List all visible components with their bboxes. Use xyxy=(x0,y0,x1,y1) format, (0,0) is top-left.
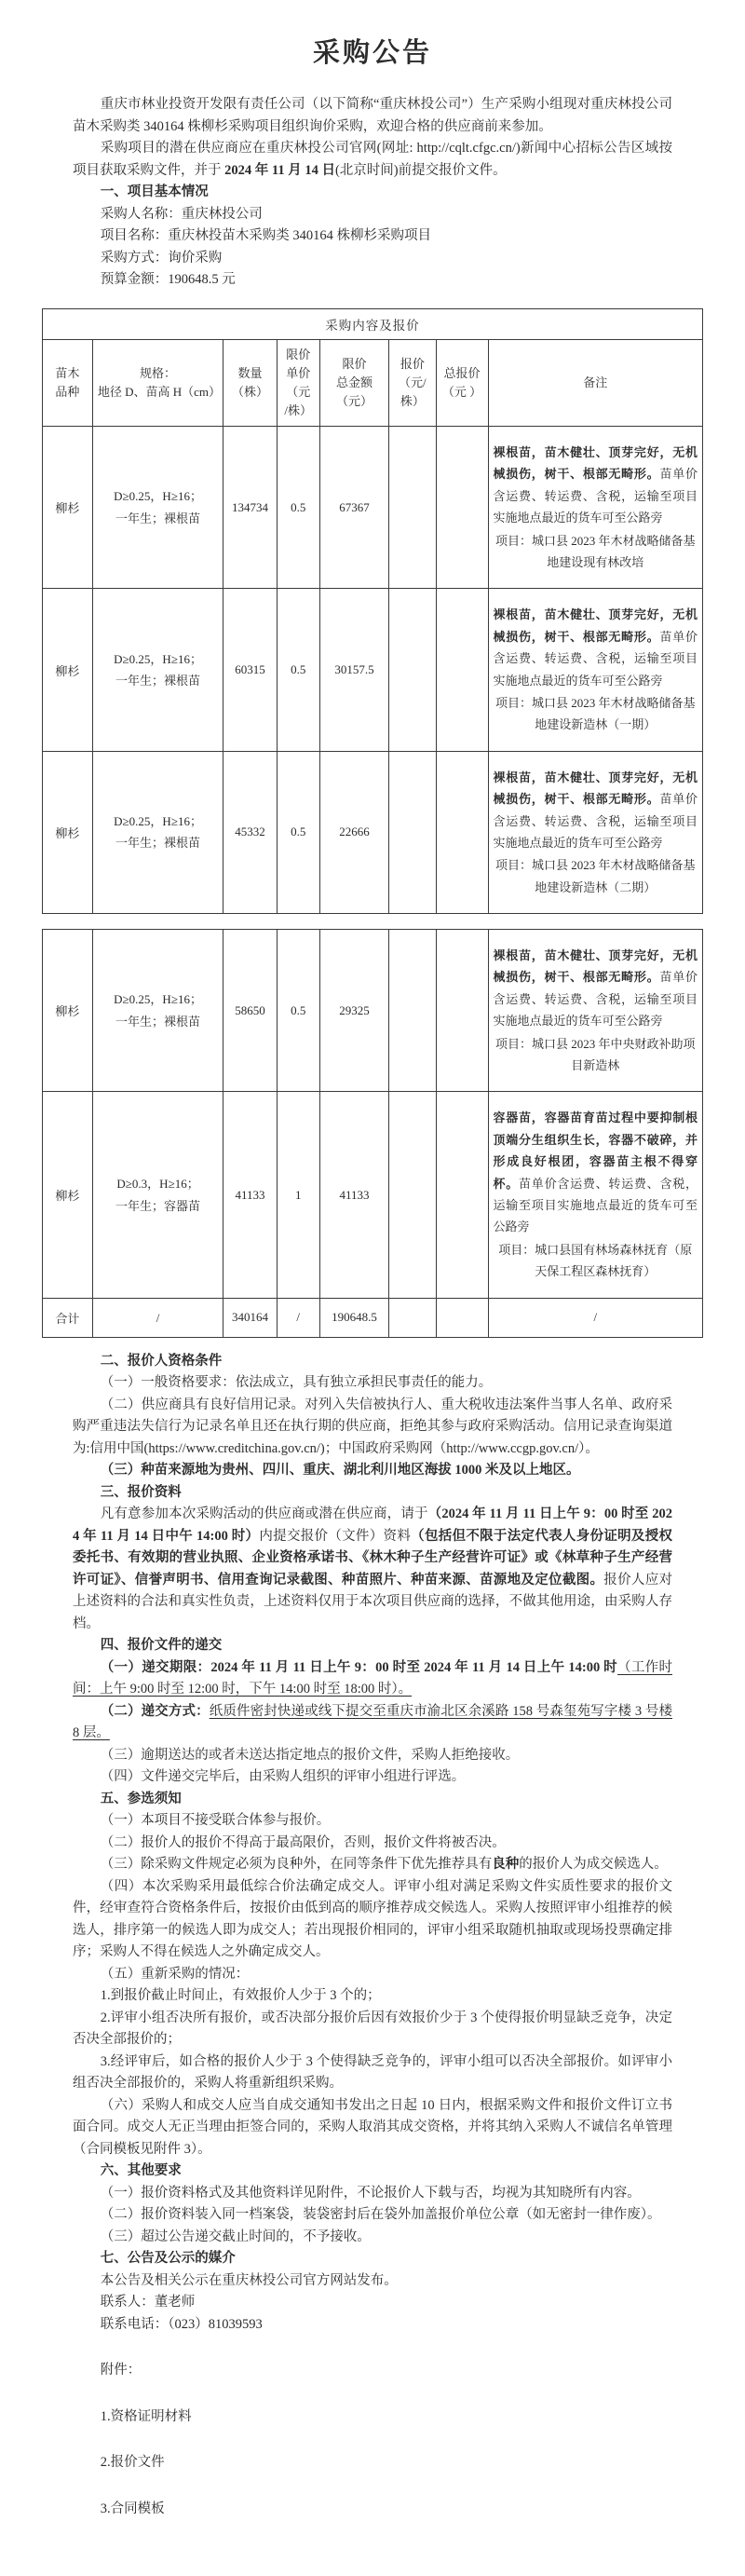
cell-spec xyxy=(92,751,223,913)
cell-quote xyxy=(389,1092,436,1298)
column-header-line: 单价 xyxy=(286,365,311,380)
column-header-line: （元/ xyxy=(399,375,427,389)
text-column xyxy=(42,2051,703,2095)
text-run: （工作时间：上午 9:00 时至 12:00 时，下午 14:00 时至 18:00 时）。 xyxy=(73,1659,673,1697)
text-column xyxy=(42,1504,703,1635)
remark-project: 项目：城口县 2023 年木材战略储备基地建设新造林（二期） xyxy=(495,858,696,894)
text-column xyxy=(42,2183,703,2205)
cell-quote xyxy=(389,930,436,1092)
paragraph xyxy=(73,1657,672,1701)
section-heading xyxy=(73,1789,672,1811)
text-run: 1.资格证明材料 xyxy=(100,2408,192,2424)
column-header-line: 总报价 xyxy=(443,365,481,380)
remark-quality xyxy=(494,945,698,1032)
text-run: （一）一般资格要求：依法成立，具有独立承担民事责任的能力。 xyxy=(100,1375,493,1391)
text-run: 内提交报价（文件）资料 xyxy=(259,1528,412,1544)
remark-project: 项目：城口县 2023 年木材战略储备基地建设新造林（一期） xyxy=(495,695,696,732)
cell-species: 柳杉 xyxy=(43,751,93,913)
text-column xyxy=(42,1964,703,1986)
cell-remark xyxy=(488,1298,702,1337)
text-run: （三）种苗来源地为贵州、四川、重庆、湖北利川地区海拔 1000 米及以上地区。 xyxy=(100,1463,580,1479)
text-column xyxy=(42,2204,703,2227)
procurement-items-table xyxy=(42,929,703,1338)
table-row xyxy=(43,930,703,1092)
remark-project: 项目：城口县 2023 年木材战略储备基地建设现有林改培 xyxy=(495,533,696,570)
paragraph xyxy=(73,2204,672,2227)
remark-normal-text: 苗单价含运费、转运费、含税，运输至项目实施地点最近的货车可至公路旁 xyxy=(493,1176,698,1234)
text-column xyxy=(42,2095,703,2161)
paragraph xyxy=(73,2452,672,2474)
spacer xyxy=(42,2336,703,2360)
cell-quote xyxy=(389,1298,436,1337)
text-column xyxy=(42,1395,703,1461)
cell-cap-total: 67367 xyxy=(319,427,388,589)
text-column xyxy=(42,2452,703,2474)
spacer xyxy=(42,914,703,929)
table-row xyxy=(43,751,703,913)
page-title: 采购公告 xyxy=(312,38,432,68)
text-run: 二、报价人资格条件 xyxy=(100,1353,223,1369)
remark-quality xyxy=(494,442,698,529)
text-run: 1.到报价截止时间止，有效报价人少于 3 个的； xyxy=(100,1988,381,2004)
text-column xyxy=(42,1745,703,1767)
cell-cap-total: 41133 xyxy=(319,1092,388,1298)
text-column xyxy=(42,138,703,182)
text-run: （二）报价资料装入同一档案袋，装袋密封后在袋外加盖报价单位公章（如无密封一律作废）。 xyxy=(100,2207,661,2223)
text-column xyxy=(42,2314,703,2337)
cell-remark xyxy=(488,930,702,1092)
column-header-line: （株） xyxy=(231,384,268,399)
paragraph xyxy=(73,1810,672,1833)
column-header xyxy=(277,339,319,427)
spacer xyxy=(42,1338,703,1351)
text-column xyxy=(42,94,703,138)
text-run: （二）报价人的报价不得高于最高限价，否则，报价文件将被否决。 xyxy=(100,1834,506,1850)
cell-spec xyxy=(92,1092,223,1298)
cell-quantity: 60315 xyxy=(224,589,277,751)
text-run: 凡有意参加本次采购活动的供应商或潜在供应商，请于 xyxy=(100,1506,428,1522)
text-run: （二）供应商具有良好信用记录。对列入失信被执行人、重大税收违法案件当事人名单、政府采购严重违法失信行为记录名单且还在执行期的供应商，拒绝其参与政府采购活动。信用记录查询渠道为:信用中国(https://www.creditchina.gov.cn/)；中国政府采购网（http://www.ccgp.gov.cn/）。 xyxy=(73,1397,672,1456)
text-run: 报价人应对上述资料的合法和真实性负责，上述资料仅用于本次项目供应商的选择，不做其他用途，由采购人存档。 xyxy=(73,1572,672,1631)
remark-bold-text: 容器苗，容器苗育苗过程中要抑制根顶端分生组织生长，容器不破碎，并形成良好根团，容器苗主根不得穿杯。 xyxy=(493,1111,698,1191)
text-run: （六）采购人和成交人应当自成交通知书发出之日起 10 日内，根据采购文件和报价文件订立书面合同。成交人无正当理由拒签合同的，采购人取消其成交资格，并将其纳入采购人不诚信名单管理（合同模板见附件 3）。 xyxy=(73,2097,672,2157)
text-run: （三）超过公告递交截止时间的，不予接收。 xyxy=(100,2228,371,2244)
section-heading xyxy=(73,2248,672,2270)
document-body xyxy=(42,94,703,2520)
text-run: （五）重新采购的情况： xyxy=(100,1966,250,1982)
paragraph xyxy=(73,2406,672,2429)
column-header xyxy=(224,339,277,427)
text-run: 采购方式：询价采购 xyxy=(100,250,223,266)
table-header-row xyxy=(43,339,703,427)
cell-quote-total xyxy=(436,1298,488,1337)
section-heading xyxy=(73,182,672,204)
cell-quantity: 58650 xyxy=(224,930,277,1092)
text-run: （2024 年 11 月 11 日上午 9：00 时至 2024 年 11 月 14 日中午 14:00 时） xyxy=(73,1506,673,1544)
text-run: 2024 年 11 月 14 日 xyxy=(224,162,335,178)
cell-species: 合计 xyxy=(43,1298,93,1337)
spec-line-2: 一年生；裸根苗 xyxy=(115,511,201,525)
column-header-line: 总金额 xyxy=(335,375,372,389)
paragraph xyxy=(73,1745,672,1767)
cell-spec xyxy=(92,1298,223,1337)
text-column xyxy=(42,204,703,226)
text-column xyxy=(42,269,703,292)
cell-cap-total: 29325 xyxy=(319,930,388,1092)
cell-remark xyxy=(488,427,702,589)
table-caption: 采购内容及报价 xyxy=(43,308,703,339)
spec-line-2: 一年生；裸根苗 xyxy=(115,836,201,851)
text-run: 预算金额：190648.5 元 xyxy=(100,272,236,287)
column-header-line: （元） xyxy=(335,393,372,408)
column-header-line: 限价 xyxy=(286,347,311,361)
paragraph xyxy=(73,2227,672,2249)
column-header-line: 限价 xyxy=(342,356,367,371)
text-run: 一、项目基本情况 xyxy=(100,184,209,199)
remark-bold-text: 裸根苗，苗木健壮、顶芽完好，无机械损伤，树干、根部无畸形。 xyxy=(493,445,698,482)
cell-quote-total xyxy=(436,589,488,751)
paragraph xyxy=(73,1395,672,1461)
paragraph xyxy=(73,2051,672,2095)
column-header-line: 备注 xyxy=(583,375,608,389)
remark-plain: / xyxy=(593,1310,598,1325)
column-header-line: 苗木 xyxy=(55,365,80,380)
text-run: 2.报价文件 xyxy=(100,2455,165,2471)
spec-line-2: 一年生；裸根苗 xyxy=(115,1014,201,1029)
text-column xyxy=(42,2499,703,2521)
paragraph xyxy=(73,1372,672,1395)
spec-line-1: D≥0.25，H≥16； xyxy=(114,814,202,829)
cell-remark xyxy=(488,751,702,913)
cell-spec xyxy=(92,589,223,751)
remark-normal-text: 苗单价含运费、转运费、含税，运输至项目实施地点最近的货车可至公路旁 xyxy=(493,467,698,525)
paragraph xyxy=(73,1460,672,1482)
paragraph xyxy=(73,94,672,138)
text-column xyxy=(42,1657,703,1701)
text-run: 的报价人为成交候选人。 xyxy=(519,1857,668,1873)
text-column xyxy=(42,1789,703,1811)
column-header xyxy=(436,339,488,427)
text-run: （一）本项目不接受联合体参与报价。 xyxy=(100,1813,331,1829)
cell-quantity: 45332 xyxy=(224,751,277,913)
text-run: 七、公告及公示的媒介 xyxy=(100,2251,236,2267)
text-run: （三）逾期送达的或者未送达指定地点的报价文件，采购人拒绝接收。 xyxy=(100,1747,520,1763)
cell-quantity: 340164 xyxy=(224,1298,277,1337)
cell-species: 柳杉 xyxy=(43,930,93,1092)
paragraph xyxy=(73,2095,672,2161)
cell-cap-total: 190648.5 xyxy=(319,1298,388,1337)
text-column xyxy=(42,2360,703,2382)
remark-quality xyxy=(494,767,698,854)
text-run: 联系人：董老师 xyxy=(100,2295,196,2310)
text-column xyxy=(42,1701,703,1745)
column-header xyxy=(389,339,436,427)
paragraph xyxy=(73,1701,672,1745)
cell-quote-total xyxy=(436,427,488,589)
remark-bold-text: 裸根苗，苗木健壮、顶芽完好，无机械损伤，树干、根部无畸形。 xyxy=(493,770,698,807)
text-run: （一）报价资料格式及其他资料详见附件，不论报价人下载与否，均视为其知晓所有内容。 xyxy=(100,2185,641,2201)
spec-line-1: D≥0.25，H≥16； xyxy=(114,651,202,666)
remark-project: 项目：城口县国有林场森林抚育（原天保工程区森林抚育） xyxy=(498,1242,693,1279)
text-column xyxy=(42,2248,703,2270)
text-column xyxy=(42,2270,703,2293)
text-column xyxy=(42,1985,703,2008)
cell-cap-unit-price: 0.5 xyxy=(277,751,319,913)
paragraph xyxy=(73,269,672,292)
text-run: 3.合同模板 xyxy=(100,2501,165,2516)
text-run: 联系电话：（023）81039593 xyxy=(100,2316,263,2332)
cell-cap-unit-price: 1 xyxy=(277,1092,319,1298)
remark-bold-text: 裸根苗，苗木健壮、顶芽完好，无机械损伤，树干、根部无畸形。 xyxy=(493,948,698,985)
column-header-line: /株） xyxy=(284,402,313,417)
text-column xyxy=(42,1833,703,1855)
text-run: （二）递交方式： xyxy=(100,1703,210,1719)
cell-quote-total xyxy=(436,751,488,913)
table-caption-row xyxy=(43,308,703,339)
column-header xyxy=(43,339,93,427)
cell-cap-unit-price: 0.5 xyxy=(277,427,319,589)
text-run: 纸质件密封快递或线下提交至重庆市渝北区余溪路 158 号森玺苑写字楼 3 号楼 8 层。 xyxy=(73,1703,673,1741)
paragraph xyxy=(73,2360,672,2382)
text-column xyxy=(42,248,703,270)
text-column xyxy=(42,1460,703,1482)
paragraph xyxy=(73,2292,672,2314)
text-run: 采购人名称：重庆林投公司 xyxy=(100,206,263,222)
remark-normal-text: 苗单价含运费、转运费、含税，运输至项目实施地点最近的货车可至公路旁 xyxy=(493,792,698,850)
section-heading xyxy=(73,1351,672,1373)
spacer xyxy=(42,2428,703,2452)
text-run: 采购项目的潜在供应商应在重庆林投公司官网(网址: http://cqlt.cfgc.cn/)新闻中心招标公告区域按项目获取采购文件，并于 xyxy=(73,141,672,178)
column-header-line: 株） xyxy=(400,393,425,408)
cell-cap-total: 22666 xyxy=(319,751,388,913)
cell-quote xyxy=(389,751,436,913)
table-row xyxy=(43,1092,703,1298)
text-column xyxy=(42,2008,703,2051)
text-run: （四）本次采购采用最低综合价法确定成交人。评审小组对满足采购文件实质性要求的报价文件，经审查符合资格条件后，按报价由低到高的顺序推荐成交候选人。采购人按照评审小组推荐的候选人，排序第一的候选人即为成交人；若出现报价相同的，评审小组采取随机抽取或现场投票确定排序；采购人不得在候选人之外确定成交人。 xyxy=(73,1878,672,1960)
spacer xyxy=(42,2474,703,2499)
section-heading xyxy=(73,1482,672,1505)
paragraph xyxy=(73,1964,672,1986)
cell-species: 柳杉 xyxy=(43,427,93,589)
spec-line-2: 一年生；裸根苗 xyxy=(115,674,201,688)
cell-quote xyxy=(389,589,436,751)
remark-normal-text: 苗单价含运费、转运费、含税，运输至项目实施地点最近的货车可至公路旁 xyxy=(493,970,698,1029)
column-header-line: 数量 xyxy=(237,365,263,380)
cell-quote-total xyxy=(436,1092,488,1298)
text-run: 三、报价资料 xyxy=(100,1484,182,1500)
text-column xyxy=(42,1766,703,1789)
text-column xyxy=(42,2292,703,2314)
text-run: (北京时间)前提交报价文件。 xyxy=(334,162,507,178)
spec-line-2: 一年生；容器苗 xyxy=(115,1198,201,1213)
cell-quote xyxy=(389,427,436,589)
text-run: 重庆市林业投资开发限有责任公司（以下简称“重庆林投公司”）生产采购小组现对重庆林投公司苗木采购类 340164 株柳杉采购项目组织询价采购，欢迎合格的供应商前来参加。 xyxy=(73,97,672,134)
section-heading xyxy=(73,1635,672,1657)
text-column xyxy=(42,182,703,204)
paragraph xyxy=(73,2008,672,2051)
paragraph xyxy=(73,1985,672,2008)
column-header-line: （元 ） xyxy=(441,384,482,399)
column-header xyxy=(488,339,702,427)
text-column xyxy=(42,1635,703,1657)
text-run: 附件： xyxy=(100,2363,142,2378)
column-header-line: 品种 xyxy=(55,384,80,399)
paragraph xyxy=(73,225,672,248)
cell-quote-total xyxy=(436,930,488,1092)
text-column xyxy=(42,1876,703,1964)
text-run: 项目名称：重庆林投苗木采购类 340164 株柳杉采购项目 xyxy=(100,228,431,243)
text-run: 2.评审小组否决所有报价，或否决部分报价后因有效报价少于 3 个使得报价明显缺乏竞争，决定否决全部报价的； xyxy=(73,2010,672,2048)
text-run: （四）文件递交完毕后，由采购人组织的评审小组进行评选。 xyxy=(100,1769,466,1785)
paragraph xyxy=(73,1833,672,1855)
section-heading xyxy=(73,2160,672,2183)
cell-spec xyxy=(92,427,223,589)
text-column xyxy=(42,2406,703,2429)
paragraph xyxy=(73,2314,672,2337)
paragraph xyxy=(73,1766,672,1789)
spec-line-1: / xyxy=(156,1310,160,1325)
text-column xyxy=(42,1482,703,1505)
table-total-row xyxy=(43,1298,703,1337)
remark-project: 项目：城口县 2023 年中央财政补助项目新造林 xyxy=(495,1036,696,1073)
cell-quantity: 41133 xyxy=(224,1092,277,1298)
cell-cap-unit-price: / xyxy=(277,1298,319,1337)
paragraph xyxy=(73,1504,672,1635)
text-column xyxy=(42,225,703,248)
paragraph xyxy=(73,2499,672,2521)
text-run: 3.经评审后，如合格的报价人少于 3 个使得缺乏竞争的，评审小组可以否决全部报价。如评审小组否决全部报价的，采购人将重新组织采购。 xyxy=(73,2053,672,2092)
column-header-line: 地径 D、苗高 H（cm） xyxy=(97,384,222,399)
column-header-line: （元 xyxy=(286,384,311,399)
text-column xyxy=(42,2160,703,2183)
remark-quality xyxy=(494,1107,698,1237)
text-run: （一）递交期限：2024 年 11 月 11 日上午 9：00 时至 2024 年 11 月 14 日上午 14:00 时 xyxy=(100,1659,617,1675)
remark-normal-text: 苗单价含运费、转运费、含税，运输至项目实施地点最近的货车可至公路旁 xyxy=(493,629,698,688)
text-run: 六、其他要求 xyxy=(100,2163,182,2179)
paragraph xyxy=(73,1854,672,1876)
table-row xyxy=(43,427,703,589)
cell-species: 柳杉 xyxy=(43,1092,93,1298)
paragraph xyxy=(73,138,672,182)
procurement-items-table xyxy=(42,308,703,915)
spec-line-1: D≥0.3，H≥16； xyxy=(116,1177,199,1192)
text-column xyxy=(42,1810,703,1833)
text-run: （三）除采购文件规定必须为良种外，在同等条件下优先推荐具有 xyxy=(100,1857,493,1873)
column-header xyxy=(92,339,223,427)
paragraph xyxy=(73,1876,672,1964)
cell-cap-total: 30157.5 xyxy=(319,589,388,751)
cell-cap-unit-price: 0.5 xyxy=(277,589,319,751)
column-header xyxy=(319,339,388,427)
remark-bold-text: 裸根苗，苗木健壮、顶芽完好，无机械损伤，树干、根部无畸形。 xyxy=(493,607,698,644)
text-run: 本公告及相关公示在重庆林投公司官方网站发布。 xyxy=(100,2272,398,2288)
text-run: （包括但不限于法定代表人身份证明及授权委托书、有效期的营业执照、企业资格承诺书、《林木种子生产经营许可证》或《林草种子生产经营许可证》、信誉声明书、信用查询记录截图、种苗照片、种苗来源、苗源地及定位截图。 xyxy=(73,1528,673,1588)
paragraph xyxy=(73,2270,672,2293)
text-run: 四、报价文件的递交 xyxy=(100,1638,223,1654)
text-column xyxy=(42,1854,703,1876)
text-column xyxy=(42,1351,703,1373)
paragraph xyxy=(73,204,672,226)
column-header-line: 报价 xyxy=(400,356,425,371)
remark-quality xyxy=(494,604,698,691)
cell-cap-unit-price: 0.5 xyxy=(277,930,319,1092)
text-run: 五、参选须知 xyxy=(100,1791,182,1806)
cell-remark xyxy=(488,589,702,751)
text-column xyxy=(42,2227,703,2249)
text-column xyxy=(42,1372,703,1395)
column-header-line: 规格： xyxy=(140,365,177,380)
spec-line-1: D≥0.25，H≥16； xyxy=(114,489,202,504)
paragraph xyxy=(73,2183,672,2205)
text-run: 良种 xyxy=(492,1857,520,1873)
cell-quantity: 134734 xyxy=(224,427,277,589)
cell-species: 柳杉 xyxy=(43,589,93,751)
cell-remark xyxy=(488,1092,702,1298)
spacer xyxy=(42,292,703,308)
spec-line-1: D≥0.25，H≥16； xyxy=(114,992,202,1007)
paragraph xyxy=(73,248,672,270)
cell-spec xyxy=(92,930,223,1092)
spacer xyxy=(42,2382,703,2406)
table-row xyxy=(43,589,703,751)
